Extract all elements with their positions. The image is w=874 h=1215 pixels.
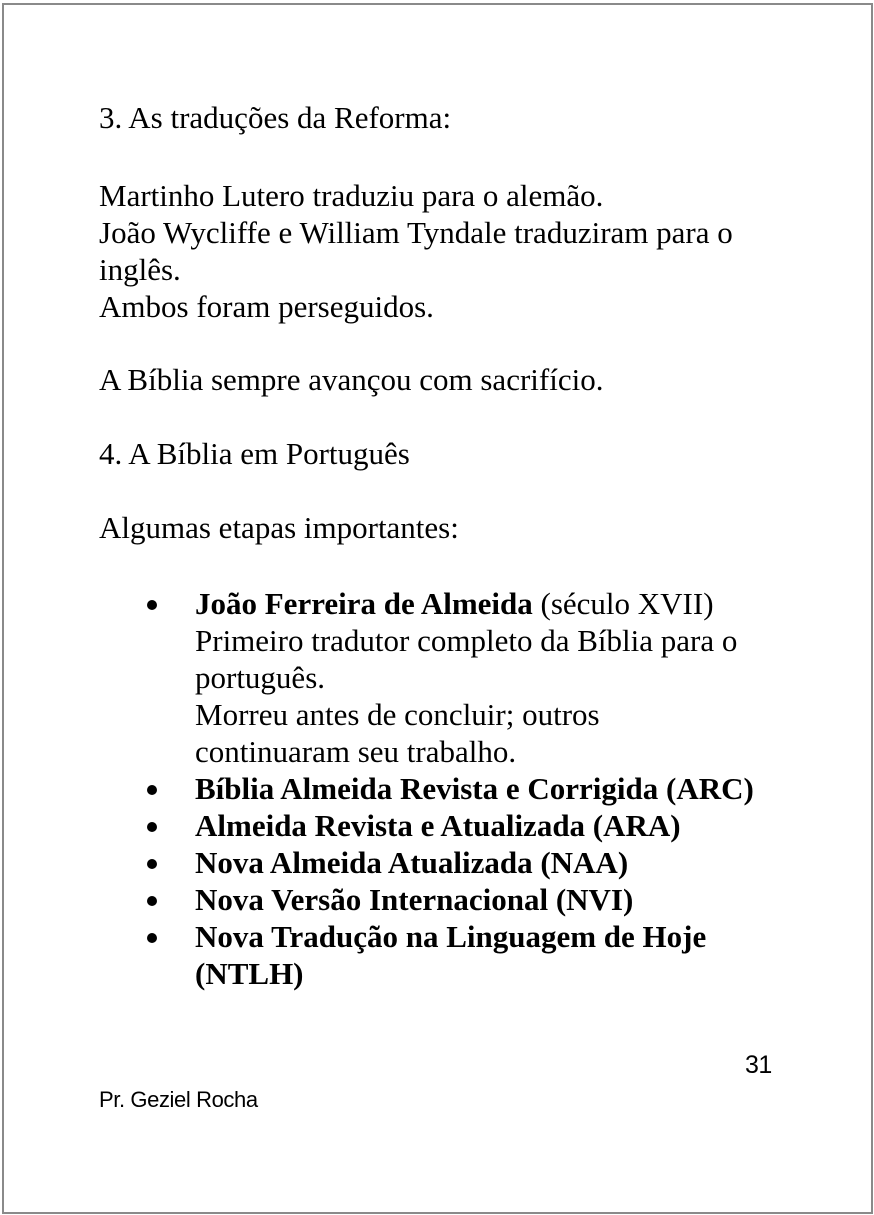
section-4-heading: 4. A Bíblia em Português: [99, 436, 410, 471]
sacrifice-statement: A Bíblia sempre avançou com sacrifício.: [99, 362, 604, 397]
paragraph-line: Martinho Lutero traduziu para o alemão.: [99, 178, 604, 213]
list-item-ara: [99, 807, 779, 844]
list-item-detail: Primeiro tradutor completo da Bíblia para o: [195, 623, 738, 658]
section-3-heading: 3. As traduções da Reforma:: [99, 100, 452, 135]
footer-author: Pr. Geziel Rocha: [99, 1087, 258, 1112]
translations-list: [99, 585, 779, 992]
section-3-paragraph: [99, 177, 733, 325]
paragraph-line: inglês.: [99, 252, 181, 287]
bullet-icon: [147, 859, 157, 869]
bullet-icon: [147, 600, 157, 610]
list-item-naa: [99, 844, 779, 881]
bullet-icon: [147, 933, 157, 943]
list-item-title: Almeida Revista e Atualizada (ARA): [195, 808, 681, 843]
list-item-arc: [99, 770, 779, 807]
list-item-title: Nova Tradução na Linguagem de Hoje: [195, 919, 707, 954]
list-item-title: Nova Almeida Atualizada (NAA): [195, 845, 629, 880]
paragraph-line: João Wycliffe e William Tyndale traduziram para o: [99, 215, 733, 250]
section-4-intro: Algumas etapas importantes:: [99, 510, 459, 545]
list-item-title: Bíblia Almeida Revista e Corrigida (ARC): [195, 771, 754, 806]
list-item-century: (século XVII): [532, 586, 714, 621]
page-number: 31: [745, 1051, 772, 1079]
list-item-title: João Ferreira de Almeida: [195, 586, 533, 621]
list-item-almeida: [99, 585, 779, 770]
list-item-title-continued: (NTLH): [195, 956, 304, 991]
list-item-detail: continuaram seu trabalho.: [195, 734, 517, 769]
list-item-detail: português.: [195, 660, 326, 695]
list-item-ntlh: [99, 918, 779, 992]
list-item-nvi: [99, 881, 779, 918]
bullet-icon: [147, 822, 157, 832]
list-item-detail: Morreu antes de concluir; outros: [195, 697, 600, 732]
list-item-title: Nova Versão Internacional (NVI): [195, 882, 634, 917]
bullet-icon: [147, 896, 157, 906]
bullet-icon: [147, 785, 157, 795]
paragraph-line: Ambos foram perseguidos.: [99, 289, 434, 324]
